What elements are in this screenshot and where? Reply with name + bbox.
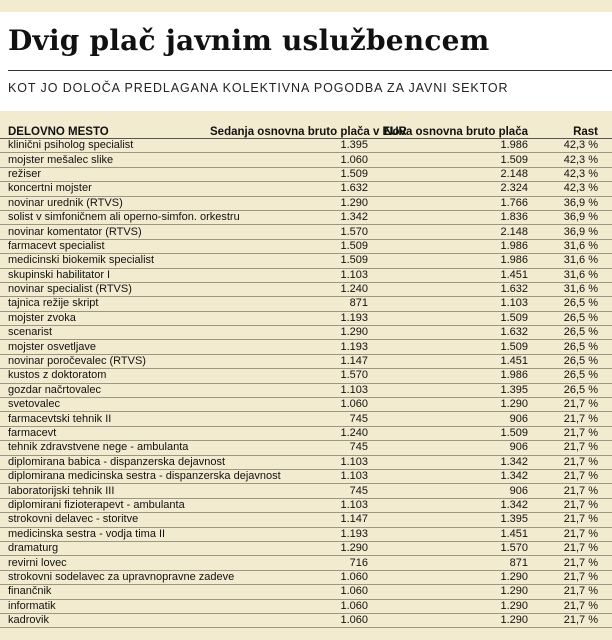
cell-growth: 21,7 % — [530, 527, 612, 541]
table-row — [0, 268, 612, 282]
salary-table — [0, 121, 612, 628]
cell-job-title: klinični psiholog specialist — [0, 139, 210, 153]
cell-job-title: tajnica režije skript — [0, 297, 210, 311]
table-row — [0, 254, 612, 268]
table-row — [0, 297, 612, 311]
cell-job-title: kadrovik — [0, 613, 210, 627]
cell-current-salary: 1.193 — [210, 527, 370, 541]
cell-growth: 21,7 % — [530, 441, 612, 455]
cell-growth: 26,5 % — [530, 340, 612, 354]
cell-growth: 26,5 % — [530, 297, 612, 311]
header — [0, 12, 612, 111]
cell-job-title: koncertni mojster — [0, 182, 210, 196]
cell-growth: 21,7 % — [530, 570, 612, 584]
table-row — [0, 282, 612, 296]
cell-growth: 42,3 % — [530, 182, 612, 196]
table-row — [0, 441, 612, 455]
cell-new-salary: 1.509 — [370, 426, 530, 440]
cell-current-salary: 745 — [210, 441, 370, 455]
header-growth: Rast — [530, 121, 612, 139]
top-band — [0, 0, 612, 12]
table-row — [0, 412, 612, 426]
table-row — [0, 369, 612, 383]
table-row — [0, 354, 612, 368]
table-row — [0, 383, 612, 397]
cell-current-salary: 1.193 — [210, 311, 370, 325]
salary-table-container — [0, 121, 612, 628]
cell-current-salary: 1.509 — [210, 239, 370, 253]
cell-new-salary: 1.342 — [370, 469, 530, 483]
cell-new-salary: 1.986 — [370, 254, 530, 268]
cell-job-title: diplomirana babica - dispanzerska dejavnost — [0, 455, 210, 469]
cell-new-salary: 1.986 — [370, 139, 530, 153]
cell-growth: 31,6 % — [530, 239, 612, 253]
page-title: Dvig plač javnim uslužbencem — [8, 24, 490, 57]
cell-new-salary: 906 — [370, 484, 530, 498]
cell-new-salary: 1.570 — [370, 541, 530, 555]
cell-growth: 36,9 % — [530, 196, 612, 210]
cell-growth: 26,5 % — [530, 383, 612, 397]
cell-job-title: tehnik zdravstvene nege - ambulanta — [0, 441, 210, 455]
cell-job-title: diplomirana medicinska sestra - dispanzerska dejavnost — [0, 469, 210, 483]
table-row — [0, 498, 612, 512]
cell-new-salary: 1.632 — [370, 326, 530, 340]
cell-current-salary: 1.509 — [210, 167, 370, 181]
cell-new-salary: 1.836 — [370, 210, 530, 224]
cell-job-title: medicinski biokemik specialist — [0, 254, 210, 268]
cell-new-salary: 1.395 — [370, 513, 530, 527]
cell-job-title: kustos z doktoratom — [0, 369, 210, 383]
cell-job-title: revirni lovec — [0, 556, 210, 570]
cell-job-title: farmacevt specialist — [0, 239, 210, 253]
cell-growth: 36,9 % — [530, 210, 612, 224]
table-row — [0, 326, 612, 340]
cell-new-salary: 1.509 — [370, 311, 530, 325]
cell-current-salary: 871 — [210, 297, 370, 311]
table-row — [0, 599, 612, 613]
cell-current-salary: 1.342 — [210, 210, 370, 224]
cell-growth: 21,7 % — [530, 412, 612, 426]
cell-growth: 42,3 % — [530, 153, 612, 167]
cell-growth: 21,7 % — [530, 599, 612, 613]
cell-current-salary: 1.060 — [210, 153, 370, 167]
table-row — [0, 196, 612, 210]
cell-new-salary: 1.342 — [370, 455, 530, 469]
cell-job-title: strokovni sodelavec za upravnopravne zadeve — [0, 570, 210, 584]
cell-current-salary: 1.060 — [210, 613, 370, 627]
cell-job-title: novinar urednik (RTVS) — [0, 196, 210, 210]
cell-current-salary: 1.060 — [210, 398, 370, 412]
cell-growth: 21,7 % — [530, 398, 612, 412]
cell-growth: 21,7 % — [530, 484, 612, 498]
cell-growth: 21,7 % — [530, 513, 612, 527]
cell-growth: 21,7 % — [530, 585, 612, 599]
cell-current-salary: 745 — [210, 412, 370, 426]
cell-current-salary: 1.103 — [210, 455, 370, 469]
table-row — [0, 210, 612, 224]
cell-current-salary: 1.570 — [210, 225, 370, 239]
cell-current-salary: 1.060 — [210, 599, 370, 613]
header-job-title: DELOVNO MESTO — [0, 121, 210, 139]
cell-growth: 26,5 % — [530, 326, 612, 340]
cell-new-salary: 1.509 — [370, 153, 530, 167]
cell-new-salary: 1.103 — [370, 297, 530, 311]
cell-growth: 21,7 % — [530, 469, 612, 483]
cell-current-salary: 1.060 — [210, 570, 370, 584]
cell-growth: 42,3 % — [530, 139, 612, 153]
cell-new-salary: 1.290 — [370, 398, 530, 412]
cell-current-salary: 1.060 — [210, 585, 370, 599]
cell-new-salary: 1.632 — [370, 282, 530, 296]
cell-job-title: novinar poročevalec (RTVS) — [0, 354, 210, 368]
cell-new-salary: 1.290 — [370, 570, 530, 584]
cell-current-salary: 1.509 — [210, 254, 370, 268]
table-row — [0, 153, 612, 167]
cell-growth: 21,7 % — [530, 541, 612, 555]
cell-growth: 26,5 % — [530, 354, 612, 368]
table-body — [0, 139, 612, 628]
cell-new-salary: 1.986 — [370, 369, 530, 383]
cell-growth: 21,7 % — [530, 556, 612, 570]
cell-new-salary: 1.509 — [370, 340, 530, 354]
cell-job-title: režiser — [0, 167, 210, 181]
cell-new-salary: 1.451 — [370, 268, 530, 282]
cell-growth: 21,7 % — [530, 455, 612, 469]
table-row — [0, 455, 612, 469]
table-row — [0, 182, 612, 196]
table-row — [0, 469, 612, 483]
cell-current-salary: 1.103 — [210, 469, 370, 483]
cell-job-title: finančnik — [0, 585, 210, 599]
table-row — [0, 311, 612, 325]
cell-new-salary: 871 — [370, 556, 530, 570]
cell-new-salary: 1.395 — [370, 383, 530, 397]
cell-new-salary: 1.451 — [370, 354, 530, 368]
table-row — [0, 613, 612, 627]
cell-new-salary: 2.148 — [370, 225, 530, 239]
cell-growth: 36,9 % — [530, 225, 612, 239]
cell-job-title: novinar komentator (RTVS) — [0, 225, 210, 239]
cell-job-title: laboratorijski tehnik III — [0, 484, 210, 498]
cell-new-salary: 1.766 — [370, 196, 530, 210]
table-row — [0, 398, 612, 412]
cell-job-title: gozdar načrtovalec — [0, 383, 210, 397]
cell-current-salary: 1.240 — [210, 282, 370, 296]
cell-current-salary: 1.570 — [210, 369, 370, 383]
table-row — [0, 541, 612, 555]
cell-growth: 31,6 % — [530, 282, 612, 296]
header-current-salary: Sedanja osnovna bruto plača v EUR — [210, 121, 370, 139]
cell-new-salary: 1.290 — [370, 599, 530, 613]
cell-job-title: skupinski habilitator I — [0, 268, 210, 282]
cell-current-salary: 745 — [210, 484, 370, 498]
cell-job-title: farmacevtski tehnik II — [0, 412, 210, 426]
cell-growth: 21,7 % — [530, 498, 612, 512]
cell-new-salary: 1.986 — [370, 239, 530, 253]
cell-job-title: mojster osvetljave — [0, 340, 210, 354]
table-row — [0, 426, 612, 440]
cell-growth: 26,5 % — [530, 369, 612, 383]
cell-job-title: solist v simfoničnem ali operno-simfon. orkestru — [0, 210, 210, 224]
table-row — [0, 225, 612, 239]
cell-job-title: strokovni delavec - storitve — [0, 513, 210, 527]
cell-current-salary: 1.395 — [210, 139, 370, 153]
page-subtitle: KOT JO DOLOČA PREDLAGANA KOLEKTIVNA POGODBA ZA JAVNI SEKTOR — [8, 81, 509, 95]
table-header-row — [0, 121, 612, 139]
cell-new-salary: 906 — [370, 441, 530, 455]
cell-new-salary: 1.451 — [370, 527, 530, 541]
table-row — [0, 527, 612, 541]
cell-job-title: mojster zvoka — [0, 311, 210, 325]
table-row — [0, 139, 612, 153]
table-row — [0, 570, 612, 584]
cell-growth: 31,6 % — [530, 254, 612, 268]
cell-new-salary: 2.148 — [370, 167, 530, 181]
cell-current-salary: 1.240 — [210, 426, 370, 440]
cell-new-salary: 1.290 — [370, 613, 530, 627]
cell-growth: 21,7 % — [530, 613, 612, 627]
cell-current-salary: 1.103 — [210, 268, 370, 282]
cell-current-salary: 1.147 — [210, 354, 370, 368]
cell-job-title: dramaturg — [0, 541, 210, 555]
cell-job-title: mojster mešalec slike — [0, 153, 210, 167]
table-row — [0, 556, 612, 570]
table-row — [0, 167, 612, 181]
cell-growth: 21,7 % — [530, 426, 612, 440]
cell-current-salary: 716 — [210, 556, 370, 570]
cell-new-salary: 2.324 — [370, 182, 530, 196]
cell-job-title: informatik — [0, 599, 210, 613]
cell-current-salary: 1.103 — [210, 383, 370, 397]
cell-current-salary: 1.147 — [210, 513, 370, 527]
cell-job-title: svetovalec — [0, 398, 210, 412]
cell-new-salary: 906 — [370, 412, 530, 426]
table-row — [0, 484, 612, 498]
cell-job-title: medicinska sestra - vodja tima II — [0, 527, 210, 541]
cell-job-title: novinar specialist (RTVS) — [0, 282, 210, 296]
cell-growth: 26,5 % — [530, 311, 612, 325]
table-row — [0, 239, 612, 253]
cell-job-title: diplomirani fizioterapevt - ambulanta — [0, 498, 210, 512]
cell-current-salary: 1.290 — [210, 541, 370, 555]
cell-current-salary: 1.632 — [210, 182, 370, 196]
cell-growth: 31,6 % — [530, 268, 612, 282]
cell-job-title: farmacevt — [0, 426, 210, 440]
cell-new-salary: 1.342 — [370, 498, 530, 512]
title-divider — [8, 70, 612, 71]
cell-job-title: scenarist — [0, 326, 210, 340]
table-row — [0, 340, 612, 354]
cell-current-salary: 1.290 — [210, 196, 370, 210]
cell-new-salary: 1.290 — [370, 585, 530, 599]
cell-growth: 42,3 % — [530, 167, 612, 181]
cell-current-salary: 1.193 — [210, 340, 370, 354]
cell-current-salary: 1.290 — [210, 326, 370, 340]
cell-current-salary: 1.103 — [210, 498, 370, 512]
header-new-salary: Nova osnovna bruto plača — [370, 121, 530, 139]
table-row — [0, 513, 612, 527]
table-row — [0, 585, 612, 599]
